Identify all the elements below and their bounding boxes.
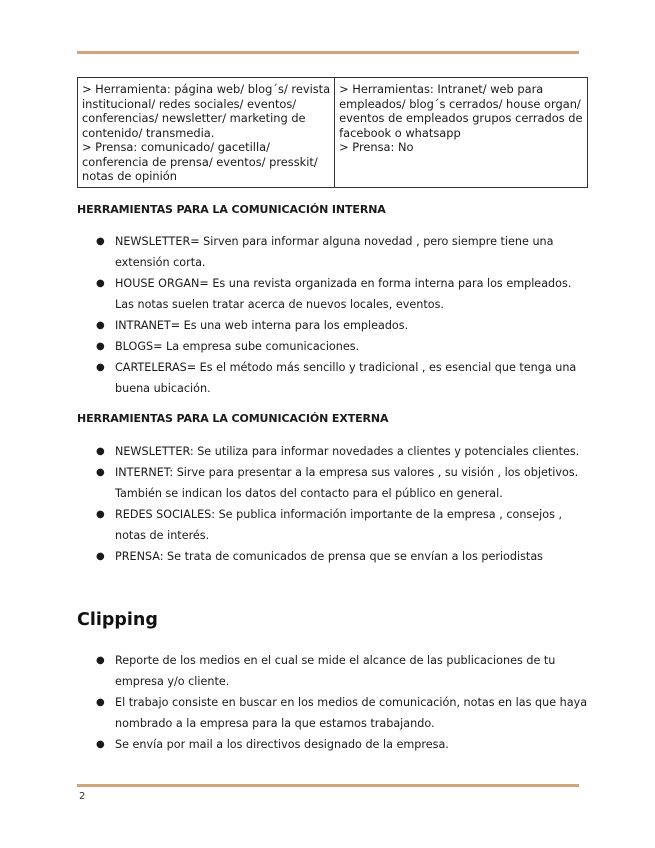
- list-item-line: HOUSE ORGAN= Es una revista organizada en forma interna para los empleados.: [115, 277, 572, 290]
- external-tools-list: [77, 441, 579, 567]
- list-item: [77, 441, 579, 462]
- bullet-icon: ●: [96, 320, 105, 331]
- cell-line: > Prensa: No: [339, 140, 414, 154]
- external-tools-cell: [78, 78, 335, 188]
- table-row: [78, 78, 588, 188]
- list-item: [77, 336, 576, 357]
- cell-line: eventos de empleados grupos cerrados de: [339, 111, 583, 125]
- bullet-icon: ●: [96, 739, 105, 750]
- list-item-line: Se envía por mail a los directivos designado de la empresa.: [115, 738, 449, 751]
- footer-rule: [77, 784, 579, 787]
- cell-line: > Herramientas: Intranet/ web para: [339, 82, 544, 96]
- cell-line: empleados/ blog´s cerrados/ house organ/: [339, 96, 581, 111]
- list-item-line: El trabajo consiste en buscar en los medios de comunicación, notas en las que haya: [115, 696, 588, 709]
- header-rule: [77, 51, 579, 54]
- page-number: 2: [79, 791, 86, 802]
- internal-tools-list: [77, 231, 576, 399]
- bullet-icon: ●: [96, 509, 105, 520]
- list-item-line: NEWSLETTER: Se utiliza para informar novedades a clientes y potenciales clientes.: [115, 445, 580, 458]
- list-item: [77, 273, 576, 315]
- list-item: [77, 462, 579, 504]
- cell-line: > Prensa: comunicado/ gacetilla/: [82, 140, 270, 154]
- cell-line: facebook o whatsapp: [339, 125, 461, 140]
- clipping-list: [77, 650, 587, 755]
- list-item-line: REDES SOCIALES: Se publica información importante de la empresa , consejos ,: [115, 508, 563, 521]
- list-item-line: PRENSA: Se trata de comunicados de prensa que se envían a los periodistas: [115, 550, 543, 563]
- list-item-line: extensión corta.: [115, 256, 206, 269]
- list-item: [77, 692, 587, 734]
- list-item-line: empresa y/o cliente.: [115, 675, 230, 688]
- bullet-icon: ●: [96, 362, 105, 373]
- list-item-line: INTERNET: Sirve para presentar a la empresa sus valores , su visión , los objetivos.: [115, 466, 579, 479]
- bullet-icon: ●: [96, 341, 105, 352]
- external-tools-heading: HERRAMIENTAS PARA LA COMUNICACIÓN EXTERNA: [77, 412, 389, 425]
- bullet-icon: ●: [96, 278, 105, 289]
- internal-tools-cell: [335, 78, 587, 188]
- list-item: [77, 231, 576, 273]
- tools-table: [77, 77, 588, 188]
- list-item: [77, 546, 579, 567]
- list-item-line: Las notas suelen tratar acerca de nuevos locales, eventos.: [115, 298, 444, 311]
- list-item-line: BLOGS= La empresa sube comunicaciones.: [115, 340, 360, 353]
- internal-tools-heading: HERRAMIENTAS PARA LA COMUNICACIÓN INTERNA: [77, 203, 386, 216]
- list-item: [77, 315, 576, 336]
- bullet-icon: ●: [96, 467, 105, 478]
- list-item-line: INTRANET= Es una web interna para los empleados.: [115, 319, 409, 332]
- clipping-heading: Clipping: [77, 610, 158, 630]
- list-item-line: También se indican los datos del contacto para el público en general.: [115, 487, 503, 500]
- bullet-icon: ●: [96, 551, 105, 562]
- list-item: [77, 504, 579, 546]
- bullet-icon: ●: [96, 655, 105, 666]
- cell-line: notas de opinión: [82, 169, 177, 183]
- bullet-icon: ●: [96, 446, 105, 457]
- cell-line: conferencias/ newsletter/ marketing de: [82, 111, 306, 125]
- cell-line: contenido/ transmedia.: [82, 125, 215, 140]
- list-item-line: nombrado a la empresa para la que estamos trabajando.: [115, 717, 435, 730]
- bullet-icon: ●: [96, 236, 105, 247]
- list-item-line: NEWSLETTER= Sirven para informar alguna novedad , pero siempre tiene una: [115, 235, 554, 248]
- cell-line: conferencia de prensa/ eventos/ presskit/: [82, 154, 318, 169]
- bullet-icon: ●: [96, 697, 105, 708]
- list-item: [77, 650, 587, 692]
- list-item-line: Reporte de los medios en el cual se mide el alcance de las publicaciones de tu: [115, 654, 556, 667]
- list-item: [77, 734, 587, 755]
- cell-line: institucional/ redes sociales/ eventos/: [82, 96, 297, 111]
- list-item-line: buena ubicación.: [115, 382, 211, 395]
- list-item-line: notas de interés.: [115, 529, 210, 542]
- list-item-line: CARTELERAS= Es el método más sencillo y tradicional , es esencial que tenga una: [115, 361, 577, 374]
- list-item: [77, 357, 576, 399]
- cell-line: > Herramienta: página web/ blog´s/ revista: [82, 82, 331, 96]
